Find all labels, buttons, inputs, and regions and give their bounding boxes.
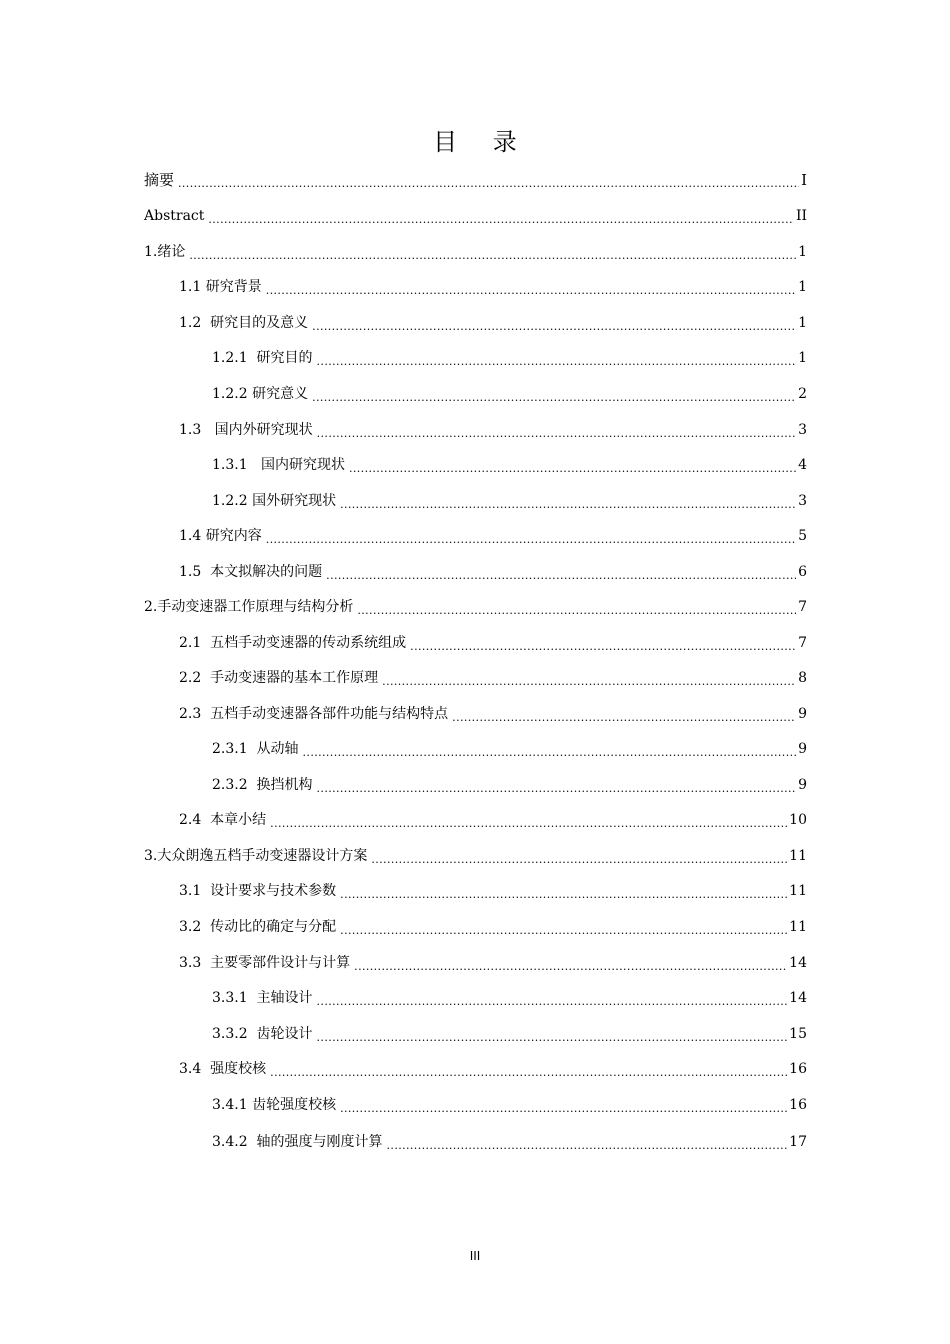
toc-dot-leader [382,670,796,688]
toc-entry-page: 1 [798,244,807,260]
toc-dot-leader [349,457,796,475]
toc-entry-label: 2.3 五档手动变速器各部件功能与结构特点 [179,706,449,722]
toc-entry-label: 1.2.1 研究目的 [212,350,313,366]
toc-entry[interactable] [179,522,807,546]
toc-dot-leader [208,208,794,226]
toc-entry-page: 7 [798,599,807,615]
toc-dot-leader [452,706,796,724]
toc-entry-label: 1.1 研究背景 [179,279,262,295]
toc-entry-label: 1.5 本文拟解决的问题 [179,564,323,580]
toc-dot-leader [354,955,787,973]
toc-entry-page: 1 [798,279,807,295]
toc-entry-label: 2.4 本章小结 [179,812,267,828]
toc-dot-leader [317,350,797,368]
toc-dot-leader [266,528,796,546]
toc-title: 目 录 [433,128,531,156]
toc-dot-leader [340,1097,787,1115]
toc-entry-label: 2.3.1 从动轴 [212,741,299,757]
toc-entry[interactable] [179,273,807,297]
toc-entry[interactable] [179,806,807,830]
toc-entry-page: II [795,208,807,224]
toc-entry-label: 3.4.1 齿轮强度校核 [212,1097,337,1113]
toc-entry[interactable] [212,344,807,368]
toc-dot-leader [387,1134,788,1152]
toc-dot-leader [270,1061,787,1079]
toc-dot-leader [340,883,787,901]
toc-entry[interactable] [212,1128,807,1152]
toc-entry[interactable] [212,771,807,795]
toc-dot-leader [270,812,787,830]
toc-entry-page: 11 [789,848,807,864]
toc-entry-page: 14 [789,955,807,971]
toc-entry[interactable] [179,309,807,333]
toc-entry[interactable] [179,700,807,724]
toc-entry-label: 1.2.2 研究意义 [212,386,309,402]
toc-dot-leader [410,635,796,653]
toc-entry-page: 7 [798,635,807,651]
toc-entry[interactable] [212,451,807,475]
toc-dot-leader [178,172,799,190]
toc-entry-page: 8 [798,670,807,686]
toc-dot-leader [326,564,796,582]
toc-dot-leader [317,422,796,440]
toc-entry[interactable] [179,877,807,901]
toc-entry[interactable] [212,984,807,1008]
toc-entry[interactable] [144,593,807,617]
toc-entry-label: 1.3 国内外研究现状 [179,422,313,438]
toc-entry-page: 17 [789,1134,807,1150]
toc-entry-page: 15 [789,1026,807,1042]
toc-entry-page: I [801,171,807,189]
toc-entry-label: 3.4.2 轴的强度与刚度计算 [212,1134,383,1150]
toc-entry[interactable] [212,487,807,511]
toc-entry-page: 5 [798,528,807,544]
toc-entry-label: 1.4 研究内容 [179,528,262,544]
toc-entry-page: 1 [798,350,807,366]
toc-entry[interactable] [179,913,807,937]
toc-entry[interactable] [144,238,807,262]
toc-dot-leader [317,1026,788,1044]
toc-entry-page: 1 [798,315,807,331]
toc-dot-leader [340,493,796,511]
toc-entry-label: 1.3.1 国内研究现状 [212,457,345,473]
toc-entry-label: 2.1 五档手动变速器的传动系统组成 [179,635,407,651]
page-number: III [469,1249,481,1263]
toc-dot-leader [303,741,797,759]
toc-entry-label: Abstract [144,208,205,224]
toc-entry-page: 6 [798,564,807,580]
toc-dot-leader [371,848,787,866]
toc-dot-leader [317,990,788,1008]
toc-entry-label: 1.2.2 国外研究现状 [212,493,337,509]
toc-entry-label: 1.绪论 [144,244,186,260]
toc-entry-page: 9 [798,706,807,722]
toc-entry-label: 3.大众朗逸五档手动变速器设计方案 [144,848,368,864]
toc-dot-leader [189,244,796,262]
toc-dot-leader [312,315,796,333]
toc-entry[interactable] [212,380,807,404]
toc-entry-page: 16 [789,1061,807,1077]
toc-entry-page: 3 [798,422,807,438]
toc-dot-leader [266,279,796,297]
toc-entry[interactable] [179,949,807,973]
toc-entry-page: 11 [789,919,807,935]
toc-entry-page: 11 [789,883,807,899]
toc-entry-label: 2.手动变速器工作原理与结构分析 [144,599,354,615]
toc-entry-label: 3.4 强度校核 [179,1061,267,1077]
toc-entry-page: 14 [789,990,807,1006]
toc-dot-leader [317,777,797,795]
toc-entry-label: 3.3.2 齿轮设计 [212,1026,313,1042]
toc-entry[interactable] [179,664,807,688]
toc-dot-leader [357,599,796,617]
toc-entry-label: 2.3.2 换挡机构 [212,777,313,793]
toc-entry[interactable] [212,735,807,759]
toc-entry-label: 3.1 设计要求与技术参数 [179,883,337,899]
toc-entry-label: 摘要 [144,171,175,189]
toc-entry[interactable] [144,202,807,226]
toc-entry-label: 3.3 主要零部件设计与计算 [179,955,351,971]
toc-entry-label: 3.3.1 主轴设计 [212,990,313,1006]
toc-dot-leader [312,386,796,404]
toc-entry[interactable] [179,416,807,440]
toc-entry[interactable] [212,1020,807,1044]
toc-entry-page: 3 [798,493,807,509]
toc-dot-leader [340,919,787,937]
toc-entry[interactable] [212,1091,807,1115]
toc-entry-label: 1.2 研究目的及意义 [179,315,309,331]
toc-entry-page: 9 [798,741,807,757]
toc-entry[interactable] [144,166,807,190]
toc-entry-page: 9 [798,777,807,793]
toc-entry-page: 2 [798,386,807,402]
toc-entry-page: 10 [789,812,807,828]
toc-entry-label: 3.2 传动比的确定与分配 [179,919,337,935]
toc-entry-page: 4 [798,457,807,473]
toc-entry-page: 16 [789,1097,807,1113]
toc-entry-label: 2.2 手动变速器的基本工作原理 [179,670,379,686]
toc-entry[interactable] [144,842,807,866]
toc-entry[interactable] [179,629,807,653]
toc-entry[interactable] [179,1055,807,1079]
toc-entry[interactable] [179,558,807,582]
